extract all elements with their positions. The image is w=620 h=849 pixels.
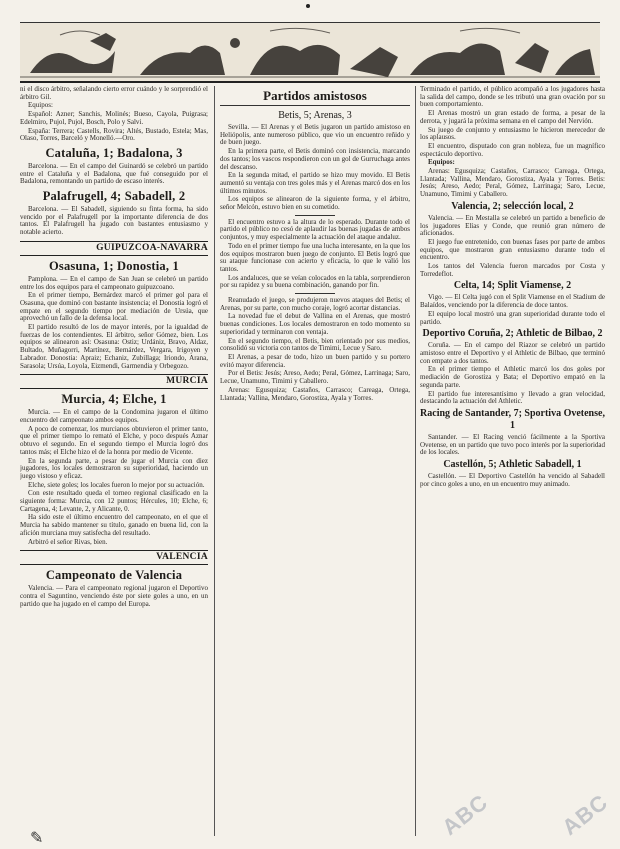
paragraph: Elche, siete goles; los locales fueron lo mejor por su actuación. xyxy=(28,480,205,489)
paragraph: Todo en el primer tiempo fue una lucha interesante, en la que los dos equipos mostraron buen juego de conjunto. El Betis logró que su ataque funcionase con acierto y eficacia, lo que le valió los tantos. xyxy=(220,241,410,273)
paragraph: Barcelona. — En el campo del Guinardó se celebró un partido entre el Cataluña y el Badalona, que fué conseguido por el Badalona, remontando un partido de escaso interés. xyxy=(20,161,208,186)
match-heading: Deportivo Coruña, 2; Athletic de Bilbao, 2 xyxy=(422,328,603,340)
paragraph: Los equipos se alinearon de la siguiente forma, y el árbitro, señor Melcón, estuvo bien en su cometido. xyxy=(220,195,410,212)
paragraph: El partido resultó de los de mayor interés, por la igualdad de fuerzas de los contendientes. El árbitro, señor Gómez, bien. Los equipos se alinearon así: Osasuna: Ostiz; Urdániz, Bravo, Aldaz, Bultado, Muñagorri, Martínez, Bernárdez, Vergara, Irigoyen y Labrador. Donostia: Apraiz; Echaniz, Zubillaga; Iriondo, Arana, Sarasola; Ursúa, Loyola, Eizmendi, Garmendia y Orbegozo. xyxy=(20,323,208,370)
paragraph: La novedad fue el debut de Vallina en el Arenas, que mostró buenas condiciones. Los locales demostraron en todo momento su superioridad y terminaron con ventaja. xyxy=(220,312,410,336)
match-heading: Osasuna, 1; Donostia, 1 xyxy=(49,258,179,273)
paragraph: Valencia. — En Mestalla se celebró un partido a beneficio de los jugadores Elías y Conde, que reunió gran número de aficionados. xyxy=(420,213,605,238)
paragraph: En la segunda mitad, el partido se hizo muy movido. El Betis aumentó su ventaja con tres goles más y el Arenas marcó dos en los últimos minutos. xyxy=(220,171,410,195)
paragraph: Su juego de conjunto y entusiasmo le hicieron merecedor de los aplausos. xyxy=(420,125,605,142)
watermark-stamp: ABC xyxy=(437,789,493,841)
paragraph: Arenas: Egusquiza; Castaños, Carrasco; Careaga, Ortega, Llantada; Vallina, Mendaro, Gorostiza, Ayala y Torres. xyxy=(220,385,410,402)
column-rule xyxy=(214,86,215,836)
paragraph: Castellón. — El Deportivo Castellón ha vencido al Sabadell por cinco goles a uno, en un encuentro muy animado. xyxy=(420,472,605,488)
column-right xyxy=(420,86,605,846)
match-heading: Betis, 5; Arenas, 3 xyxy=(278,110,352,121)
region-section-header: GUIPUZCOA-NAVARRA xyxy=(20,241,208,256)
paragraph: Por el Betis: Jesús; Areso, Aedo; Peral, Gómez, Larrinaga; Saro, Lecue, Unamuno, Timimi y Caballero. xyxy=(220,369,410,386)
match-heading: Murcia, 4; Elche, 1 xyxy=(61,392,167,407)
paragraph: En el segundo tiempo, el Betis, bien orientado por sus medios, consolidó su victoria con tantos de Timimi, Lecue y Saro. xyxy=(220,336,410,353)
paragraph: Los andaluces, que se veían colocados en la tabla, sorprendieron por su rapidez y su buena combinación, ganando por fin. xyxy=(220,273,410,290)
paragraph: Sevilla. — El Arenas y el Betis jugaron un partido amistoso en Heliópolis, ante numeroso público, que vio un encuentro reñido y de buen juego. xyxy=(220,123,410,147)
sports-header-illustration xyxy=(20,22,600,83)
paragraph: El equipo local mostró una gran superioridad durante todo el partido. xyxy=(420,309,605,326)
paragraph: Pamplona. — En el campo de San Juan se celebró un partido entre los dos equipos para el campeonato guipuzcoano. xyxy=(20,274,208,291)
paragraph: Barcelona. — El Sabadell, siguiendo su finta forma, ha sido vencido por el Palafrugell por la importante diferencia de dos tantos. El Palafrugell ha jugado con bastantes entusiasmo y notable acierto. xyxy=(20,205,208,237)
equipos-label: Equipos: xyxy=(428,158,455,167)
paragraph: El juego fue entretenido, con buenas fases por parte de ambos equipos, que mostraron gran entusiasmo durante todo el encuentro. xyxy=(420,237,605,262)
margin-mark-icon: ✎ xyxy=(30,830,44,847)
paragraph: Santander. — El Racing venció fácilmente a la Sportiva Ovetense, en un partido que tuvo poco interés por la superioridad de los locales. xyxy=(420,432,605,457)
paragraph: En la segunda parte, a pesar de jugar el Murcia con diez jugadores, los locales demostraron su superioridad, haciendo un juego vistoso y eficaz. xyxy=(20,456,208,480)
paragraph: Los tantos del Valencia fueron marcados por Costa y Torredeflot. xyxy=(420,262,605,278)
paragraph: En el primer tiempo el Athletic marcó los dos goles por mediación de Gorostiza y Bata; el Deportivo empató en la segunda parte. xyxy=(420,365,605,389)
paragraph: Terminado el partido, el público acompañó a los jugadores hasta la salida del campo, donde se les tributó una gran ovación por su buen comportamiento. xyxy=(420,86,605,109)
divider xyxy=(295,215,335,216)
column-rule xyxy=(415,86,416,836)
paragraph: En la primera parte, el Betis dominó con insistencia, marcando dos tantos; los vascos respondieron con un gol de Gurruchaga antes del descanso. xyxy=(220,147,410,171)
paragraph: Equipos: xyxy=(28,101,53,110)
match-heading: Celta, 14; Split Viamense, 2 xyxy=(453,280,572,292)
paragraph: El Arenas, a pesar de todo, hizo un buen partido y su portero evitó mayor diferencia. xyxy=(220,352,410,369)
paragraph: Español: Azner; Sanchis, Molinés; Bueso, Cayola, Puigrasa; Edelmiro, Pujol, Pujol, Bosch, Polo y Salvi. xyxy=(20,110,208,126)
match-heading: Cataluña, 1; Badalona, 3 xyxy=(45,145,183,160)
paragraph: Murcia. — En el campo de la Condomina jugaron el último encuentro del campeonato ambos equipos. xyxy=(20,408,208,424)
match-heading: Valencia, 2; selección local, 2 xyxy=(451,200,574,212)
match-heading: Racing de Santander, 7; Sportiva Ovetense, 1 xyxy=(420,407,605,431)
paragraph: Valencia. — Para el campeonato regional jugaron el Deportivo contra el Saguntino, venciendo éste por siete goles a uno, en un partido que ha jugado en el campo del Europa. xyxy=(20,584,208,608)
watermark-stamp: ABC xyxy=(557,789,613,841)
section-title: Partidos amistosos xyxy=(220,88,410,106)
divider xyxy=(295,293,335,294)
header-art xyxy=(20,23,600,81)
region-section-header: MURCIA xyxy=(20,374,208,389)
column-middle xyxy=(220,86,410,846)
paragraph: Reanudado el juego, se produjeron nuevos ataques del Betis; el Arenas, por su parte, con mucho coraje, logró acortar distancias. xyxy=(220,296,410,312)
region-section-header: VALENCIA xyxy=(20,550,208,565)
paragraph: Arenas: Egusquiza; Castaños, Carrasco; Careaga, Ortega, Llantada; Vallina, Mendaro, Gorostiza, Ayala y Torres. Betis: Jesús; Areso, Aedo; Peral, Gómez, Larrinaga; Saro, Lecue, Unamuno, Timimi y Caballero. xyxy=(420,167,605,199)
match-heading: Palafrugell, 4; Sabadell, 2 xyxy=(42,189,186,204)
paragraph: Coruña. — En el campo del Riazor se celebró un partido amistoso entre el Deportivo y el Athletic de Bilbao, que terminó con empate a dos tantos. xyxy=(420,341,605,365)
match-heading: Castellón, 5; Athletic Sabadell, 1 xyxy=(443,459,582,471)
paragraph: Ha sido este el último encuentro del campeonato, en el que el Murcia ha sabido mantener su título, ganado en buena lid, con la afición murciana muy satisfecha del resultado. xyxy=(20,513,208,537)
paragraph: En el primer tiempo, Bernárdez marcó el primer gol para el Osasuna, que dominó con bastante insistencia; el Donostia logró el empate en el segundo tiempo por mediación de Ursúa, que aprovechó un fallo de la defensa local. xyxy=(20,291,208,323)
match-heading: Campeonato de Valencia xyxy=(45,568,183,583)
column-left xyxy=(20,86,208,846)
paragraph: Arbitró el señor Rivas, bien. xyxy=(28,537,108,546)
paragraph: España: Terrera; Castells, Rovira; Altés, Bustado, Estela; Mas, Olaso, Torres, Barceló y Monelló.—Oro. xyxy=(20,126,208,143)
paragraph: El Arenas mostró un gran estado de forma, a pesar de la derrota, y jugará la próxima semana en el campo del Nervión. xyxy=(420,109,605,125)
paragraph: El partido fue interesantísimo y llevado a gran velocidad, destacando la actuación del Athletic. xyxy=(420,389,605,406)
paragraph: El encuentro, disputado con gran nobleza, fue un magnífico espectáculo deportivo. xyxy=(420,141,605,158)
paragraph: Vigo. — El Celta jugó con el Split Viamense en el Stadium de Balaídos, venciendo por la diferencia de doce tantos. xyxy=(420,293,605,310)
page-dot xyxy=(306,4,310,8)
paragraph: El encuentro estuvo a la altura de lo esperado. Durante todo el partido el público no cesó de aplaudir las buenas jugadas de ambos conjuntos, y muy especialmente la actuación del ataque andaluz. xyxy=(220,217,410,242)
paragraph: Con este resultado queda el torneo regional clasificado en la siguiente forma: Murcia, con 12 puntos; Hércules, 10; Elche, 6; Cartagena, 4; Levante, 2, y Alicante, 0. xyxy=(20,489,208,513)
paragraph: ni el disco árbitro, señalando cierto error cuándo y le sorprendió el árbitro Gil. xyxy=(20,86,208,101)
paragraph: A poco de comenzar, los murcianos obtuvieron el primer tanto, que el primer tiempo lo remató el Elche, y poco después Aznar obtuvo el segundo. En el segundo tiempo el Murcia logró dos tantos más; el Elche hizo el de la honra por medio de Vicente. xyxy=(20,424,208,456)
